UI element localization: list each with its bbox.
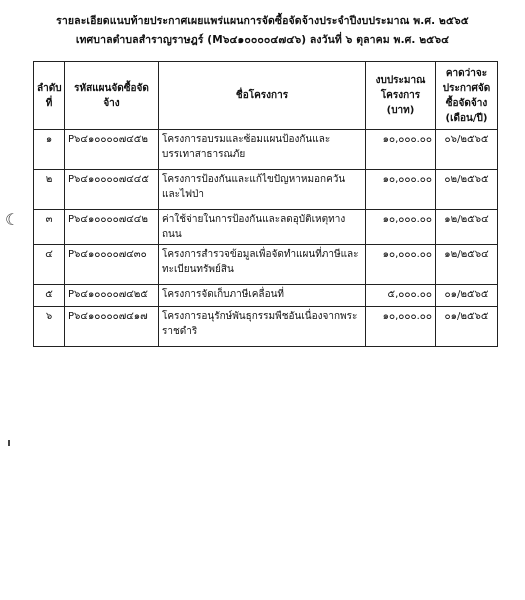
cell-budget: ๑๐,๐๐๐.๐๐ [366, 307, 436, 347]
cell-project-name: โครงการอนุรักษ์พันธุกรรมพืชอันเนื่องจากพระราชดำริ [159, 307, 366, 347]
header-no: ลำดับที่ [34, 62, 65, 130]
cell-no: ๓ [34, 210, 65, 245]
cell-code: P๖๔๑๐๐๐๐๗๔๒๕ [65, 285, 159, 307]
punch-hole-mark: ☾ [5, 210, 20, 229]
header-announce-date: คาดว่าจะประกาศจัดซื้อจัดจ้าง (เดือน/ปี) [436, 62, 498, 130]
cell-date: ๐๖/๒๕๖๕ [436, 130, 498, 170]
cell-code: P๖๔๑๐๐๐๐๗๔๕๒ [65, 130, 159, 170]
table-row [34, 285, 498, 307]
cell-no: ๖ [34, 307, 65, 347]
document-title: รายละเอียดแนบท้ายประกาศเผยแพร่แผนการจัดซื้อจัดจ้างประจำปีงบประมาณ พ.ศ. ๒๕๖๕ [56, 15, 469, 27]
cell-budget: ๑๐,๐๐๐.๐๐ [366, 245, 436, 285]
cell-date: ๐๒/๒๕๖๕ [436, 170, 498, 210]
cell-no: ๑ [34, 130, 65, 170]
cell-date: ๑๒/๒๕๖๔ [436, 245, 498, 285]
cell-budget: ๕,๐๐๐.๐๐ [366, 285, 436, 307]
header-project-name: ชื่อโครงการ [159, 62, 366, 130]
cell-no: ๒ [34, 170, 65, 210]
cell-project-name: โครงการสำรวจข้อมูลเพื่อจัดทำแผนที่ภาษีและทะเบียนทรัพย์สิน [159, 245, 366, 285]
scan-artifact-mark [8, 440, 10, 446]
cell-no: ๕ [34, 285, 65, 307]
header-budget: งบประมาณโครงการ (บาท) [366, 62, 436, 130]
cell-date: ๐๑/๒๕๖๕ [436, 307, 498, 347]
cell-code: P๖๔๑๐๐๐๐๗๔๓๐ [65, 245, 159, 285]
table-row [34, 307, 498, 347]
cell-project-name: ค่าใช้จ่ายในการป้องกันและลดอุบัติเหตุทางถนน [159, 210, 366, 245]
cell-budget: ๑๐,๐๐๐.๐๐ [366, 170, 436, 210]
table-row [34, 170, 498, 210]
table-row [34, 210, 498, 245]
table-row [34, 130, 498, 170]
cell-no: ๔ [34, 245, 65, 285]
cell-budget: ๑๐,๐๐๐.๐๐ [366, 130, 436, 170]
cell-code: P๖๔๑๐๐๐๐๗๔๑๗ [65, 307, 159, 347]
document-subtitle: เทศบาลตำบลสำราญราษฎร์ (M๖๔๑๐๐๐๐๔๗๔๖) ลงวันที่ ๖ ตุลาคม พ.ศ. ๒๕๖๔ [75, 34, 450, 46]
cell-project-name: โครงการจัดเก็บภาษีเคลื่อนที่ [159, 285, 366, 307]
cell-code: P๖๔๑๐๐๐๐๗๔๔๕ [65, 170, 159, 210]
cell-date: ๐๑/๒๕๖๕ [436, 285, 498, 307]
cell-project-name: โครงการอบรมและซ้อมแผนป้องกันและบรรเทาสาธารณภัย [159, 130, 366, 170]
cell-code: P๖๔๑๐๐๐๐๗๔๔๒ [65, 210, 159, 245]
cell-budget: ๑๐,๐๐๐.๐๐ [366, 210, 436, 245]
cell-project-name: โครงการป้องกันและแก้ไขปัญหาหมอกควันและไฟป่า [159, 170, 366, 210]
header-code: รหัสแผนจัดซื้อจัดจ้าง [65, 62, 159, 130]
cell-date: ๑๒/๒๕๖๔ [436, 210, 498, 245]
procurement-table [33, 61, 498, 347]
table-row [34, 245, 498, 285]
